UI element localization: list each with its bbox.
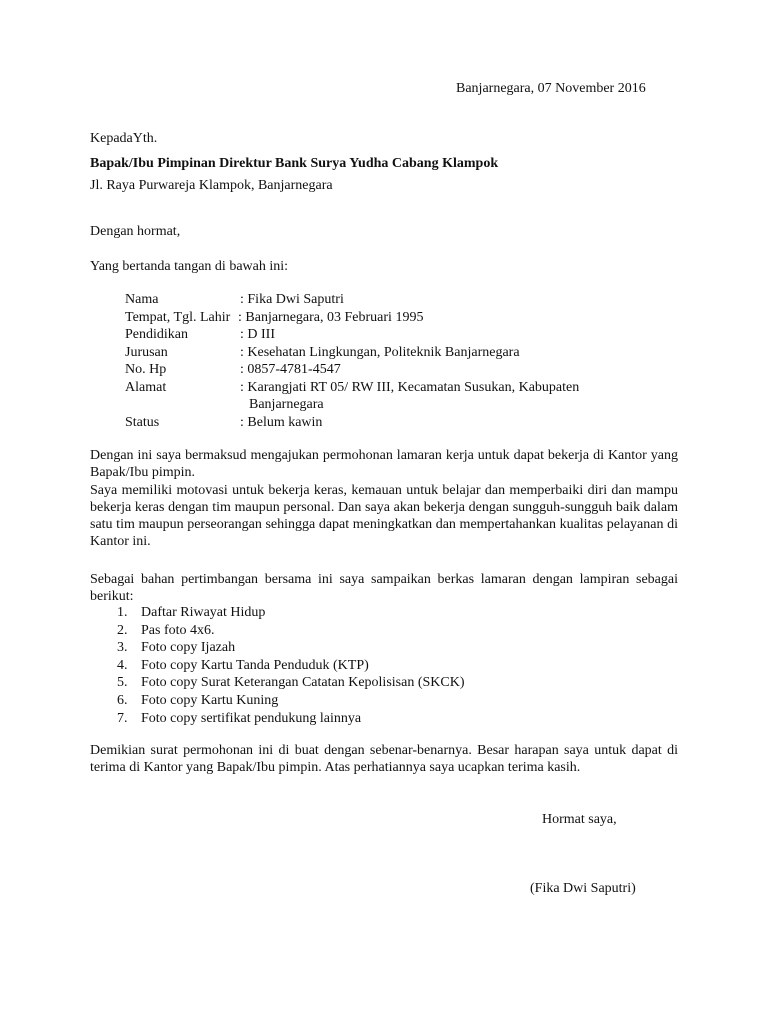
paragraph-closing: Demikian surat permohonan ini di buat dengan sebenar-benarnya. Besar harapan saya untuk dapat di terima di Kantor yang Bapak/Ibu pimpin. Atas perhatiannya saya ucapkan terima kasih. bbox=[90, 743, 678, 775]
detail-row-ttl bbox=[125, 309, 685, 327]
detail-row-pendidikan bbox=[125, 326, 685, 344]
to-label: KepadaYth. bbox=[90, 131, 158, 146]
detail-row-hp bbox=[125, 361, 685, 379]
list-item bbox=[117, 657, 465, 675]
detail-value: : Fika Dwi Saputri bbox=[240, 292, 344, 307]
detail-row-status bbox=[125, 414, 685, 432]
paragraph-attachments-intro: Sebagai bahan pertimbangan bersama ini saya sampaikan berkas lamaran dengan lampiran sebagai berikut: bbox=[90, 572, 678, 604]
list-item bbox=[117, 604, 465, 622]
detail-label: Jurusan bbox=[125, 344, 168, 360]
recipient-name: Bapak/Ibu Pimpinan Direktur Bank Surya Yudha Cabang Klampok bbox=[90, 156, 499, 171]
list-text: Foto copy Surat Keterangan Catatan Kepolisisan (SKCK) bbox=[141, 675, 465, 691]
signature-name: (Fika Dwi Saputri) bbox=[530, 881, 636, 896]
list-item bbox=[117, 692, 465, 710]
list-text: Pas foto 4x6. bbox=[141, 622, 215, 638]
paragraph-purpose: Dengan ini saya bermaksud mengajukan permohonan lamaran kerja untuk dapat bekerja di Kantor yang Bapak/Ibu pimpin. bbox=[90, 448, 678, 480]
detail-value: : Belum kawin bbox=[240, 414, 323, 430]
detail-value-continuation: Banjarnegara bbox=[249, 396, 324, 412]
applicant-details bbox=[125, 291, 685, 432]
list-item bbox=[117, 622, 465, 640]
list-text: Foto copy Ijazah bbox=[141, 640, 236, 656]
detail-value: : Kesehatan Lingkungan, Politeknik Banjarnegara bbox=[240, 344, 520, 360]
list-number: 5. bbox=[117, 675, 128, 691]
list-text: Daftar Riwayat Hidup bbox=[141, 605, 266, 620]
greeting: Dengan hormat, bbox=[90, 224, 181, 239]
detail-row-jurusan bbox=[125, 344, 685, 362]
detail-value: : Banjarnegara, 03 Februari 1995 bbox=[238, 309, 424, 325]
recipient-address: Jl. Raya Purwareja Klampok, Banjarnegara bbox=[90, 178, 333, 193]
detail-label: Nama bbox=[125, 292, 159, 307]
attachment-list bbox=[117, 604, 465, 727]
detail-label: No. Hp bbox=[125, 362, 167, 378]
detail-value-group bbox=[240, 379, 650, 413]
detail-value: : 0857-4781-4547 bbox=[240, 362, 341, 378]
detail-row-alamat bbox=[125, 379, 685, 414]
detail-label: Status bbox=[125, 414, 160, 430]
detail-row-nama bbox=[125, 291, 685, 309]
detail-value: : D III bbox=[240, 327, 275, 343]
list-number: 6. bbox=[117, 692, 128, 708]
detail-label: Pendidikan bbox=[125, 327, 188, 343]
detail-label: Tempat, Tgl. Lahir bbox=[125, 309, 231, 325]
list-number: 7. bbox=[117, 710, 128, 726]
list-item bbox=[117, 639, 465, 657]
list-number: 3. bbox=[117, 640, 128, 656]
detail-value: : Karangjati RT 05/ RW III, Kecamatan Susukan, Kabupaten bbox=[240, 379, 580, 395]
list-number: 1. bbox=[117, 605, 128, 620]
paragraph-motivation: Saya memiliki motovasi untuk bekerja keras, kemauan untuk belajar dan memperbaiki diri dan mampu bekerja keras dengan tim maupun personal. Dan saya akan bekerja dengan sungguh-sungguh baik dalam satu tim maupun perseorangan sehingga dapat meningkatkan dan mempertahankan kualitas pelayanan di Kantor ini. bbox=[90, 483, 678, 549]
list-item bbox=[117, 674, 465, 692]
list-item bbox=[117, 710, 465, 728]
list-text: Foto copy Kartu Tanda Penduduk (KTP) bbox=[141, 657, 369, 673]
list-text: Foto copy sertifikat pendukung lainnya bbox=[141, 710, 362, 726]
list-text: Foto copy Kartu Kuning bbox=[141, 692, 279, 708]
list-number: 2. bbox=[117, 622, 128, 638]
intro-line: Yang bertanda tangan di bawah ini: bbox=[90, 259, 289, 274]
regards: Hormat saya, bbox=[542, 812, 617, 827]
letter-date: Banjarnegara, 07 November 2016 bbox=[456, 81, 646, 96]
list-number: 4. bbox=[117, 657, 128, 673]
detail-label: Alamat bbox=[125, 379, 167, 395]
